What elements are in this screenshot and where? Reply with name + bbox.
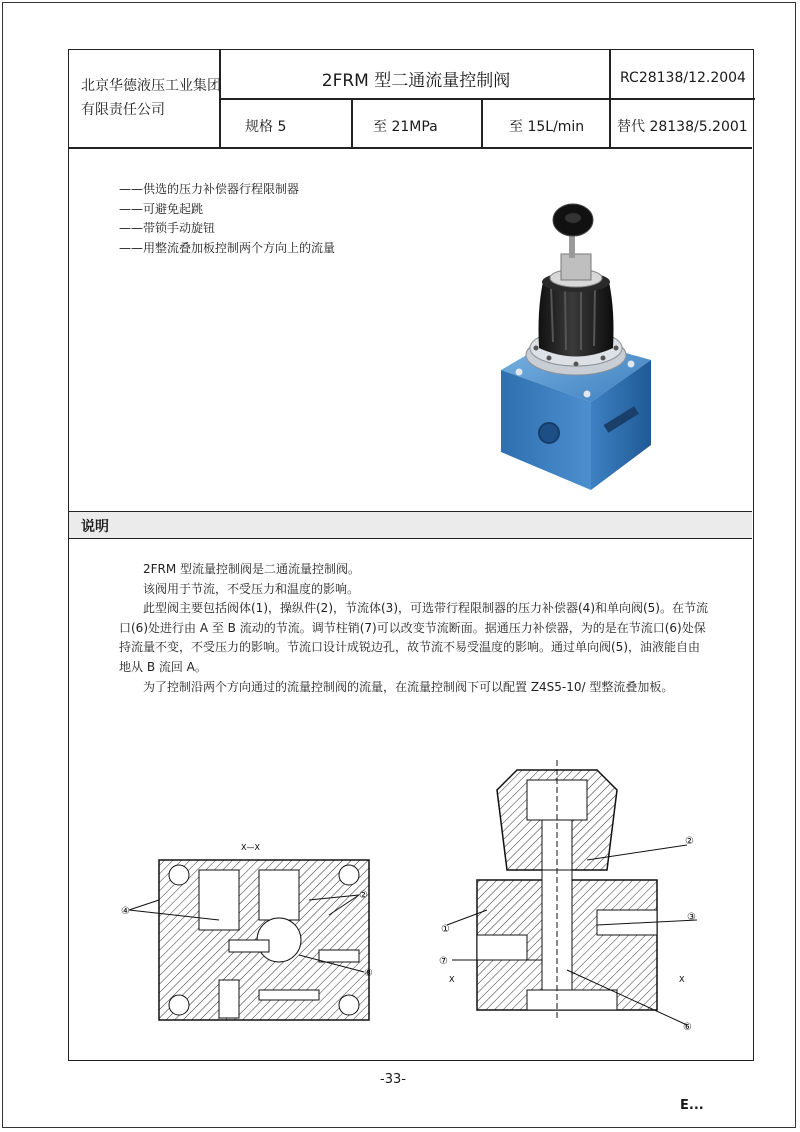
product-title: 2FRM 型二通流量控制阀 — [321, 71, 511, 91]
spec-sheet-frame — [68, 49, 754, 1061]
section-label: X—X — [241, 843, 260, 852]
cross-section-drawing-left — [121, 840, 379, 1020]
section-mark: X — [679, 975, 685, 984]
feature-item: ——可避免起跳 — [119, 201, 204, 216]
valve-product-photo — [491, 190, 661, 490]
feature-item: ——用整流叠加板控制两个方向上的流量 — [119, 240, 336, 255]
header-divider — [351, 98, 353, 148]
description-paragraph: 为了控制沿两个方向通过的流量控制阀的流量，在流量控制阀下可以配置 Z4S5-10/ 型整流叠加板。 — [143, 679, 674, 694]
cross-section-drawing-right — [439, 760, 697, 1033]
callout-label: ① — [441, 924, 450, 935]
section-header-band — [69, 511, 752, 539]
document-code: RC28138/12.2004 — [620, 70, 746, 86]
company-name: 北京华德液压工业集团有限责任公司 — [81, 78, 221, 118]
feature-list — [119, 180, 335, 258]
description-paragraph: 该阀用于节流，不受压力和温度的影响。 — [143, 581, 360, 596]
description — [119, 560, 711, 697]
section-mark: X — [449, 975, 455, 984]
spec-replaces: 替代 28138/5.2001 — [617, 119, 748, 135]
callout-label: ⑦ — [439, 956, 448, 967]
spec-flow: 至 15L/min — [509, 119, 585, 135]
description-paragraph: 2FRM 型流量控制阀是二通流量控制阀。 — [143, 562, 361, 576]
corner-mark: E... — [680, 1098, 704, 1113]
section-title: 说明 — [81, 519, 109, 535]
callout-label: ④ — [121, 906, 130, 917]
header-divider — [69, 147, 752, 149]
description-paragraph: 此型阀主要包括阀体(1)，操纵件(2)，节流体(3)，可选带行程限制器的压力补偿器(4)和单向阀(5)。在节流口(6)处进行由 A 至 B 流动的节流。调节柱销(7)可以改变节流断面。据通压力补偿器，为的是在节流口(6)处保持流量不变，不受压力的影响。节流口设计成锐边孔，故节流不易受温度的影响。通过单向阀(5)，油液能自由地从 B 流回 A。 — [119, 601, 708, 674]
header-divider — [219, 98, 755, 100]
callout-label: ⑧ — [364, 968, 373, 979]
header-divider — [481, 98, 483, 148]
callout-label: ② — [359, 890, 368, 901]
feature-item: ——供选的压力补偿器行程限制器 — [119, 182, 300, 196]
spec-size: 规格 5 — [245, 119, 287, 135]
feature-item: ——带锁手动旋钮 — [119, 221, 216, 235]
page-number: -33- — [380, 1072, 406, 1087]
callout-label: ② — [685, 836, 694, 847]
callout-label: ⑥ — [683, 1022, 692, 1033]
spec-pressure: 至 21MPa — [373, 119, 438, 135]
callout-label: ③ — [687, 912, 696, 923]
